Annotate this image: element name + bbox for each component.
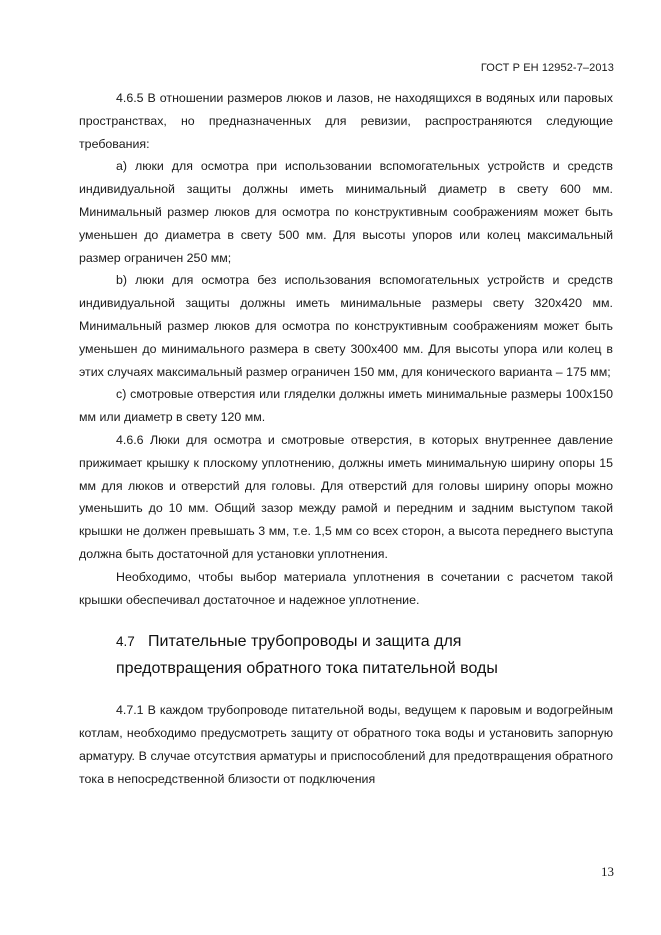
paragraph-item-a: a) люки для осмотра при использовании вспомогательных устройств и средств индивидуальной защиты должны иметь минимальный диаметр в свету 600 мм. Минимальный размер люков для осмотра по конструктивным соображениям может быть уменьшен до диаметра в свету 500 мм. Для высоты упоров или колец максимальный размер ограничен 250 мм; <box>79 159 613 265</box>
section-number: 4.7 <box>116 634 135 650</box>
section-title-part-1: Питательные трубопроводы и защита для <box>148 633 462 651</box>
section-heading-line-1 <box>79 628 613 655</box>
section-heading-4-7 <box>79 628 613 682</box>
section-title-part-2: предотвращения обратного тока питательной воды <box>116 660 498 678</box>
paragraph-item-b: b) люки для осмотра без использования вспомогательных устройств и средств индивидуальной защиты должны иметь минимальные размеры свету 320x420 мм. Минимальный размер люков для осмотра по конструктивным соображениям может быть уменьшен до минимального размера в свету 300x400 мм. Для высоты упора или колец в этих случаях максимальный размер ограничен 150 мм, для конического варианта – 175 мм; <box>79 273 613 379</box>
page-content <box>79 87 613 791</box>
paragraph-4-7-1: 4.7.1 В каждом трубопроводе питательной воды, ведущем к паровым и водогрейным котлам, необходимо предусмотреть защиту от обратного тока воды и установить запорную арматуру. В случае отсутствия арматуры и приспособлений для предотвращения обратного тока в непосредственной близости от подключения <box>79 703 613 786</box>
page-number: 13 <box>601 864 614 879</box>
document-code-header: ГОСТ Р ЕН 12952-7–2013 <box>480 62 614 74</box>
paragraph-4-6-6: 4.6.6 Люки для осмотра и смотровые отверстия, в которых внутреннее давление прижимает крышку к плоскому уплотнению, должны иметь минимальную ширину опоры 15 мм для люков и отверстий для головы. Для отверстий для головы ширину опоры можно уменьшить до 10 мм. Общий зазор между рамой и передним и задним выступом такой крышки не должен превышать 3 мм, т.е. 1,5 мм со всех сторон, а высота переднего выступа должна быть достаточной для установки уплотнения. <box>79 432 613 561</box>
paragraph-item-c: c) смотровые отверстия или гляделки должны иметь минимальные размеры 100x150 мм или диаметр в свету 120 мм. <box>79 387 613 425</box>
paragraph-necessary: Необходимо, чтобы выбор материала уплотнения в сочетании с расчетом такой крышки обеспечивал достаточное и надежное уплотнение. <box>79 569 613 607</box>
paragraph-4-6-5: 4.6.5 В отношении размеров люков и лазов, не находящихся в водяных или паровых пространствах, но предназначенных для ревизии, распространяются следующие требования: <box>79 91 613 151</box>
